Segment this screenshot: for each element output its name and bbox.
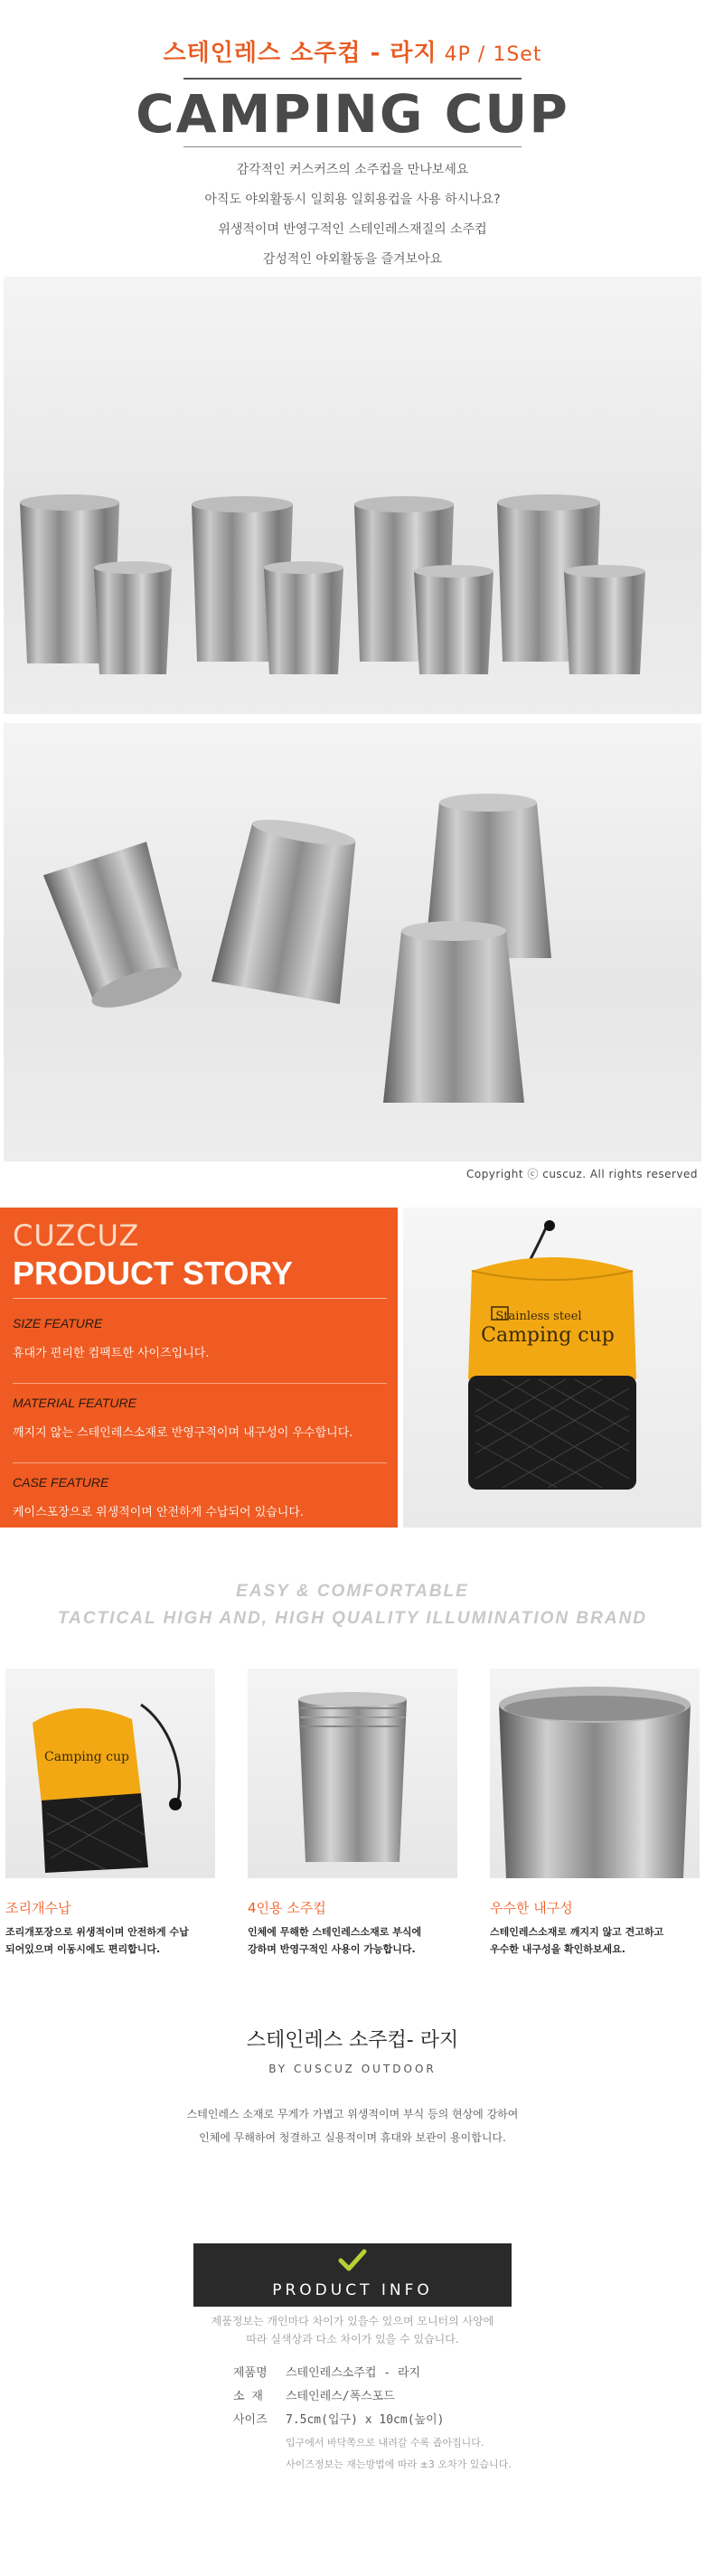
case-feature bbox=[13, 1475, 392, 1519]
divider bbox=[13, 1298, 387, 1299]
divider bbox=[183, 78, 522, 80]
spec-label: 사이즈 bbox=[233, 2413, 268, 2427]
card-desc-line: 인체에 무해한 스테인레스소재로 부식에 bbox=[248, 1926, 422, 1938]
brand-byline: BY CUSCUZ OUTDOOR bbox=[268, 2063, 437, 2075]
card-desc-line: 되어있으며 이동시에도 편리합니다. bbox=[5, 1943, 161, 1955]
product-description bbox=[0, 2102, 705, 2149]
spec-label: 소 재 bbox=[233, 2390, 263, 2403]
pouch-photo bbox=[403, 1208, 701, 1528]
cups-scattered-photo bbox=[4, 723, 701, 1161]
brand-name: CUZCUZ bbox=[13, 1218, 140, 1253]
feature-value: 깨지지 않는 스테인레스소재로 반영구적이며 내구성이 우수합니다. bbox=[13, 1426, 353, 1440]
note-line: 제품정보는 개인마다 차이가 있을수 있으며 모니터의 사양에 bbox=[211, 2315, 494, 2327]
spec-value: 스테인레스소주컵 - 라지 bbox=[286, 2366, 421, 2380]
size-note: 사이즈정보는 재는방법에 따라 ±3 오차가 있습니다. bbox=[286, 2458, 512, 2470]
tagline-line2: TACTICAL HIGH AND, HIGH QUALITY ILLUMINATION BRAND bbox=[57, 1609, 648, 1628]
copyright: Copyright ⓒ cuscuz. All rights reserved bbox=[465, 1168, 698, 1180]
intro-line: 위생적이며 반영구적인 스테인레스재질의 소주컵 bbox=[218, 222, 487, 237]
note-line: 따라 실색상과 다소 차이가 있을 수 있습니다. bbox=[246, 2333, 459, 2346]
card-title: 우수한 내구성 bbox=[490, 1900, 573, 1916]
card-image-stacked-cups bbox=[248, 1669, 457, 1878]
product-info-banner bbox=[193, 2243, 512, 2307]
check-icon bbox=[338, 2249, 367, 2272]
pouch-label-small: Stainless steel bbox=[495, 1310, 582, 1323]
feature-key: SIZE FEATURE bbox=[13, 1316, 103, 1330]
spec-value: 7.5cm(입구) x 10cm(높이) bbox=[286, 2413, 445, 2427]
product-title bbox=[0, 34, 705, 68]
divider bbox=[13, 1462, 387, 1463]
size-note: 입구에서 바닥쪽으로 내려갈 수록 좁아집니다. bbox=[286, 2437, 484, 2449]
feature-value: 휴대가 편리한 컴팩트한 사이즈입니다. bbox=[13, 1347, 210, 1360]
intro-line: 감각적인 커스커즈의 소주컵을 만나보세요 bbox=[236, 163, 469, 177]
divider bbox=[13, 1383, 387, 1384]
card-image-pouch bbox=[5, 1669, 215, 1878]
product-name-heading: 스테인레스 소주컵- 라지 bbox=[246, 2029, 459, 2052]
product-info-note bbox=[0, 2312, 705, 2348]
intro-text bbox=[0, 155, 705, 275]
spec-label: 제품명 bbox=[233, 2366, 268, 2380]
card-desc-line: 조리개포장으로 위생적이며 안전하게 수납 bbox=[5, 1926, 189, 1938]
size-feature bbox=[13, 1316, 392, 1360]
tagline bbox=[0, 1582, 705, 1629]
spec-value: 스테인레스/폭스포드 bbox=[286, 2390, 395, 2403]
pouch-label: Camping cup bbox=[43, 1750, 130, 1764]
feature-key: CASE FEATURE bbox=[13, 1475, 109, 1490]
divider bbox=[183, 146, 522, 147]
camping-cup-heading: CAMPING CUP bbox=[136, 83, 569, 145]
material-feature bbox=[13, 1396, 392, 1440]
feature-value: 케이스포장으로 위생적이며 안전하게 수납되어 있습니다. bbox=[13, 1506, 305, 1519]
card-desc-line: 강하며 반영구적인 사용이 가능합니다. bbox=[248, 1943, 416, 1955]
product-info-label: PRODUCT INFO bbox=[272, 2281, 433, 2299]
product-story-panel bbox=[0, 1208, 398, 1528]
description-line: 인체에 무해하여 청결하고 실용적이며 휴대와 보관이 용이합니다. bbox=[199, 2131, 506, 2144]
product-story-heading: PRODUCT STORY bbox=[13, 1255, 294, 1292]
product-title-text: 스테인레스 소주컵 - 라지 bbox=[163, 40, 437, 67]
card-description bbox=[5, 1923, 222, 1958]
tagline-line1: EASY & COMFORTABLE bbox=[236, 1582, 469, 1601]
intro-line: 감성적인 야외활동을 즐겨보아요 bbox=[262, 252, 443, 267]
description-line: 스테인레스 소재로 무게가 가볍고 위생적이며 부식 등의 현상에 강하여 bbox=[186, 2108, 519, 2120]
header bbox=[0, 0, 705, 271]
card-title: 조리개수납 bbox=[5, 1900, 71, 1916]
card-desc-line: 우수한 내구성을 확인하보세요. bbox=[490, 1943, 625, 1955]
card-image-cup-closeup bbox=[490, 1669, 700, 1878]
card-description bbox=[248, 1923, 465, 1958]
pouch-label-large: Camping cup bbox=[481, 1324, 615, 1347]
card-description bbox=[490, 1923, 705, 1958]
product-set-count: 4P / 1Set bbox=[444, 43, 542, 66]
card-desc-line: 스테인레스소재로 깨지지 않고 견고하고 bbox=[490, 1926, 664, 1938]
card-title: 4인용 소주컵 bbox=[248, 1900, 326, 1916]
feature-key: MATERIAL FEATURE bbox=[13, 1396, 136, 1410]
intro-line: 아직도 야외활동시 일회용 일회용컵을 사용 하시나요? bbox=[204, 193, 501, 207]
cups-row-photo bbox=[4, 277, 701, 714]
